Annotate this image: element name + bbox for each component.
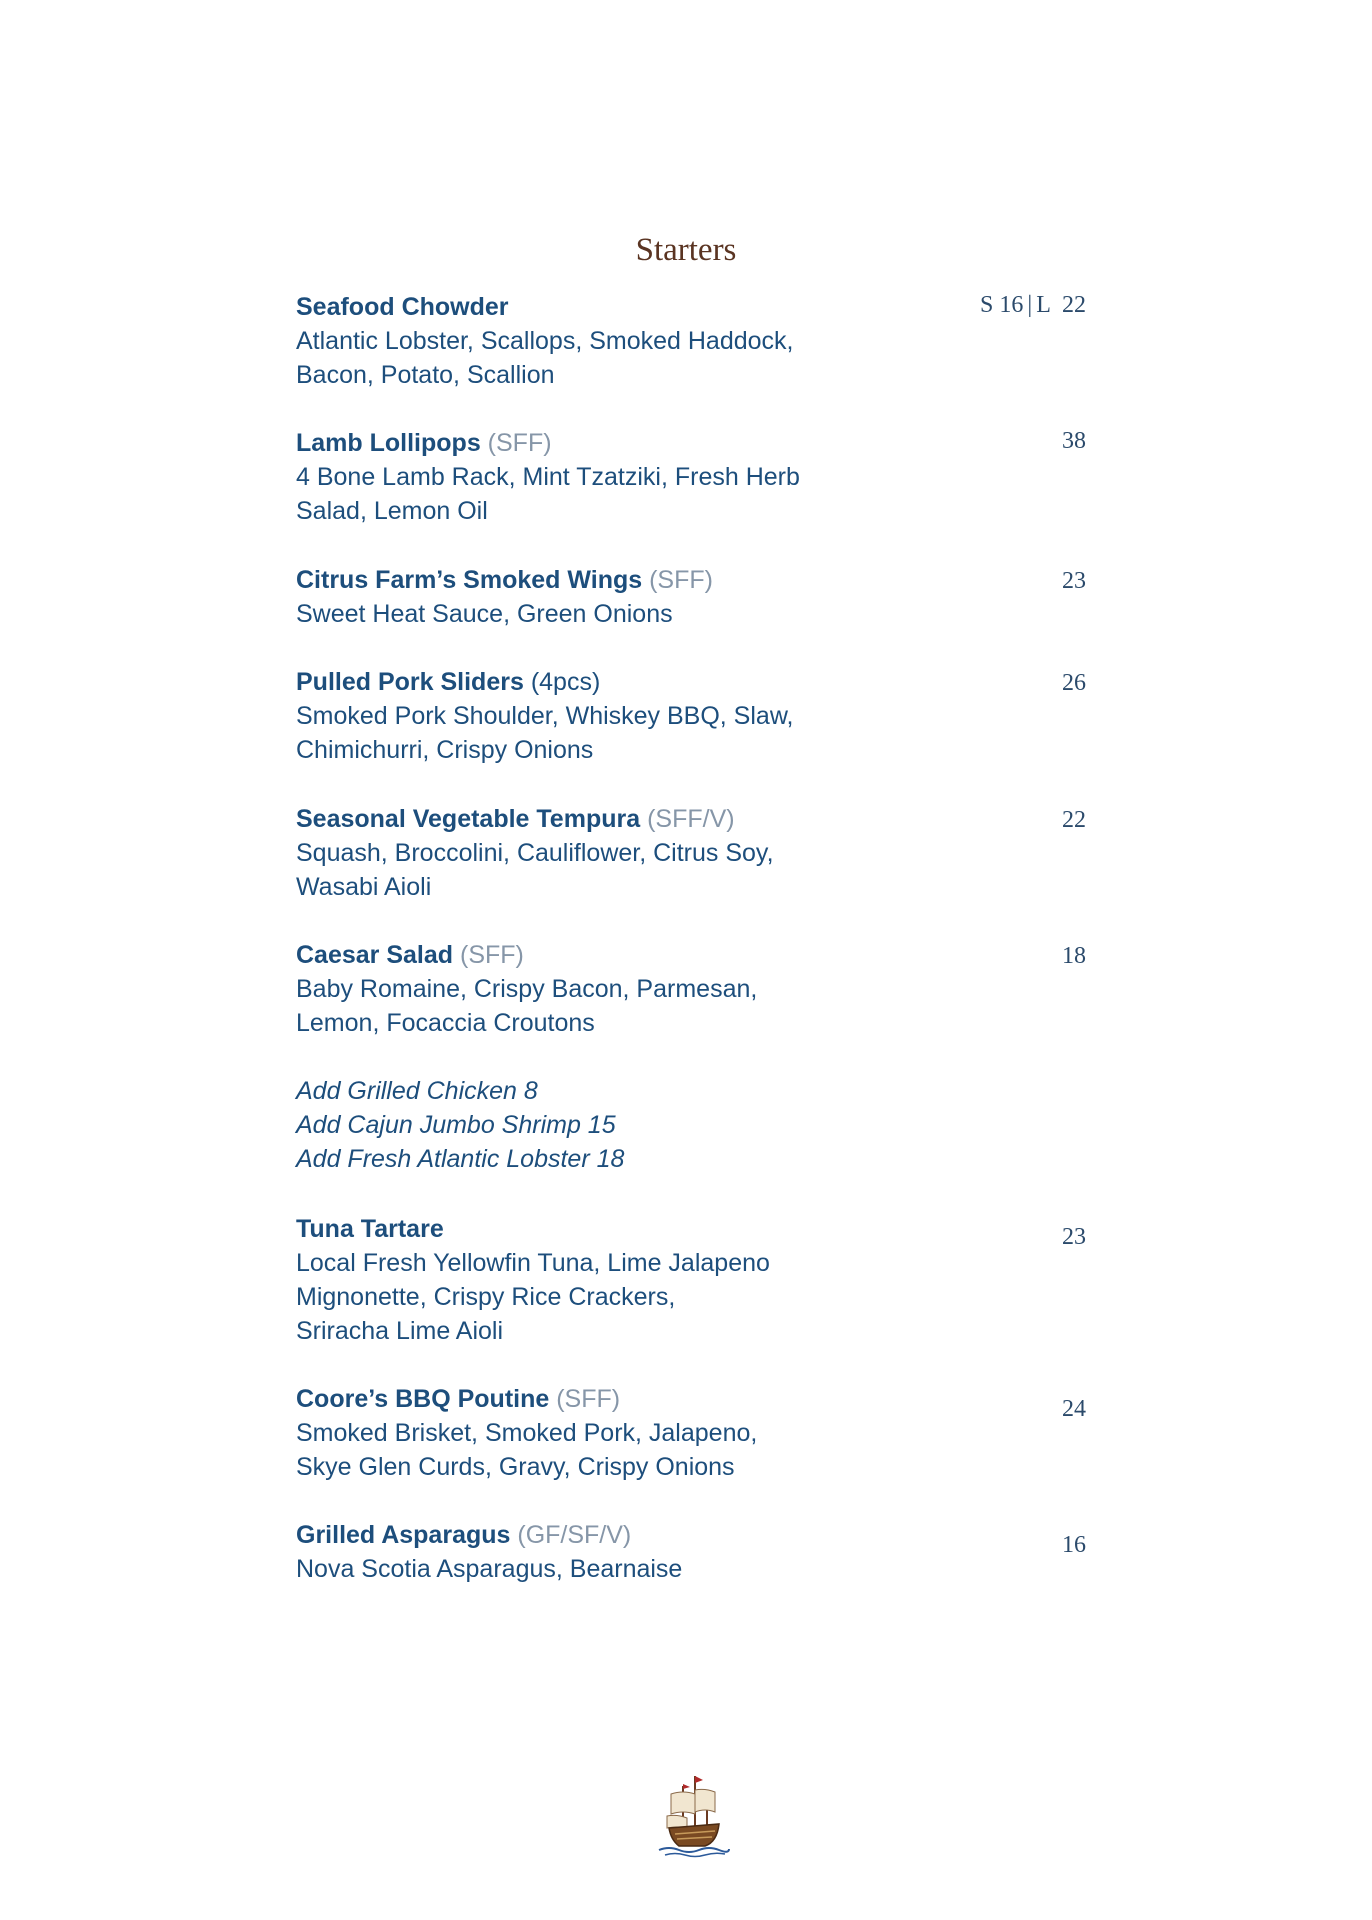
menu-item-bbq-poutine — [296, 1382, 1096, 1484]
item-tag: (SFF/V) — [647, 805, 735, 833]
item-price — [980, 292, 1086, 319]
item-description: Lemon, Focaccia Croutons — [296, 1009, 595, 1037]
menu-item-smoked-wings — [296, 563, 1096, 631]
item-description: Smoked Brisket, Smoked Pork, Jalapeno, — [296, 1419, 758, 1447]
item-description: Sriracha Lime Aioli — [296, 1317, 504, 1345]
item-tag: (SFF) — [460, 941, 524, 969]
item-description: Bacon, Potato, Scallion — [296, 361, 555, 389]
item-description: Skye Glen Curds, Gravy, Crispy Onions — [296, 1453, 735, 1481]
page-title: Starters — [635, 232, 737, 268]
item-description: Chimichurri, Crispy Onions — [296, 736, 594, 764]
item-price: 23 — [1062, 1224, 1086, 1250]
item-name: Tuna Tartare — [296, 1215, 444, 1243]
item-name: Seasonal Vegetable Tempura — [296, 805, 641, 833]
item-name: Caesar Salad — [296, 941, 454, 969]
item-name: Lamb Lollipops — [296, 429, 481, 457]
item-tag: (SFF) — [487, 429, 552, 457]
item-description: 4 Bone Lamb Rack, Mint Tzatziki, Fresh Herb — [296, 463, 800, 491]
item-price: 23 — [1062, 568, 1086, 594]
item-description: Nova Scotia Asparagus, Bearnaise — [296, 1555, 683, 1583]
item-description: Wasabi Aioli — [296, 873, 432, 901]
menu-item-pulled-pork-sliders — [296, 665, 1096, 767]
item-tag: (4pcs) — [530, 668, 601, 696]
menu-item-tuna-tartare — [296, 1212, 1096, 1348]
item-price: 22 — [1062, 807, 1086, 833]
menu-item-vegetable-tempura — [296, 802, 1096, 904]
addon-item: Add Grilled Chicken 8 — [296, 1077, 538, 1105]
ship-logo-icon — [655, 1772, 731, 1858]
item-price: 18 — [1062, 943, 1086, 969]
item-price: 26 — [1062, 670, 1086, 696]
menu-item-caesar-salad — [296, 938, 1096, 1040]
item-price: 38 — [1062, 428, 1086, 454]
item-tag: (GF/SF/V) — [517, 1521, 632, 1549]
item-description: Atlantic Lobster, Scallops, Smoked Haddock, — [296, 327, 794, 355]
menu-item-grilled-asparagus — [296, 1518, 1096, 1586]
item-name: Seafood Chowder — [296, 293, 509, 321]
item-description: Local Fresh Yellowfin Tuna, Lime Jalapeno — [296, 1249, 770, 1277]
addon-item: Add Cajun Jumbo Shrimp 15 — [296, 1111, 616, 1139]
item-tag: (SFF) — [649, 566, 713, 594]
item-name: Citrus Farm’s Smoked Wings — [296, 566, 643, 594]
menu-item-lamb-lollipops — [296, 426, 1096, 528]
item-description: Sweet Heat Sauce, Green Onions — [296, 600, 673, 628]
item-description: Squash, Broccolini, Cauliflower, Citrus Soy, — [296, 839, 774, 867]
item-price: 16 — [1062, 1532, 1086, 1558]
item-name: Grilled Asparagus — [296, 1521, 511, 1549]
item-name: Pulled Pork Sliders — [296, 668, 524, 696]
menu-item-seafood-chowder — [296, 290, 1096, 392]
price-large: L 22 — [1036, 292, 1086, 318]
item-name: Coore’s BBQ Poutine — [296, 1385, 550, 1413]
item-description: Salad, Lemon Oil — [296, 497, 488, 525]
item-tag: (SFF) — [556, 1385, 621, 1413]
item-description: Mignonette, Crispy Rice Crackers, — [296, 1283, 676, 1311]
item-description: Baby Romaine, Crispy Bacon, Parmesan, — [296, 975, 758, 1003]
addon-item: Add Fresh Atlantic Lobster 18 — [296, 1145, 625, 1173]
price-separator: | — [1027, 292, 1033, 318]
item-description: Smoked Pork Shoulder, Whiskey BBQ, Slaw, — [296, 702, 794, 730]
price-small: S 16 — [980, 292, 1024, 318]
item-price: 24 — [1062, 1396, 1086, 1422]
caesar-addons — [296, 1074, 1096, 1176]
